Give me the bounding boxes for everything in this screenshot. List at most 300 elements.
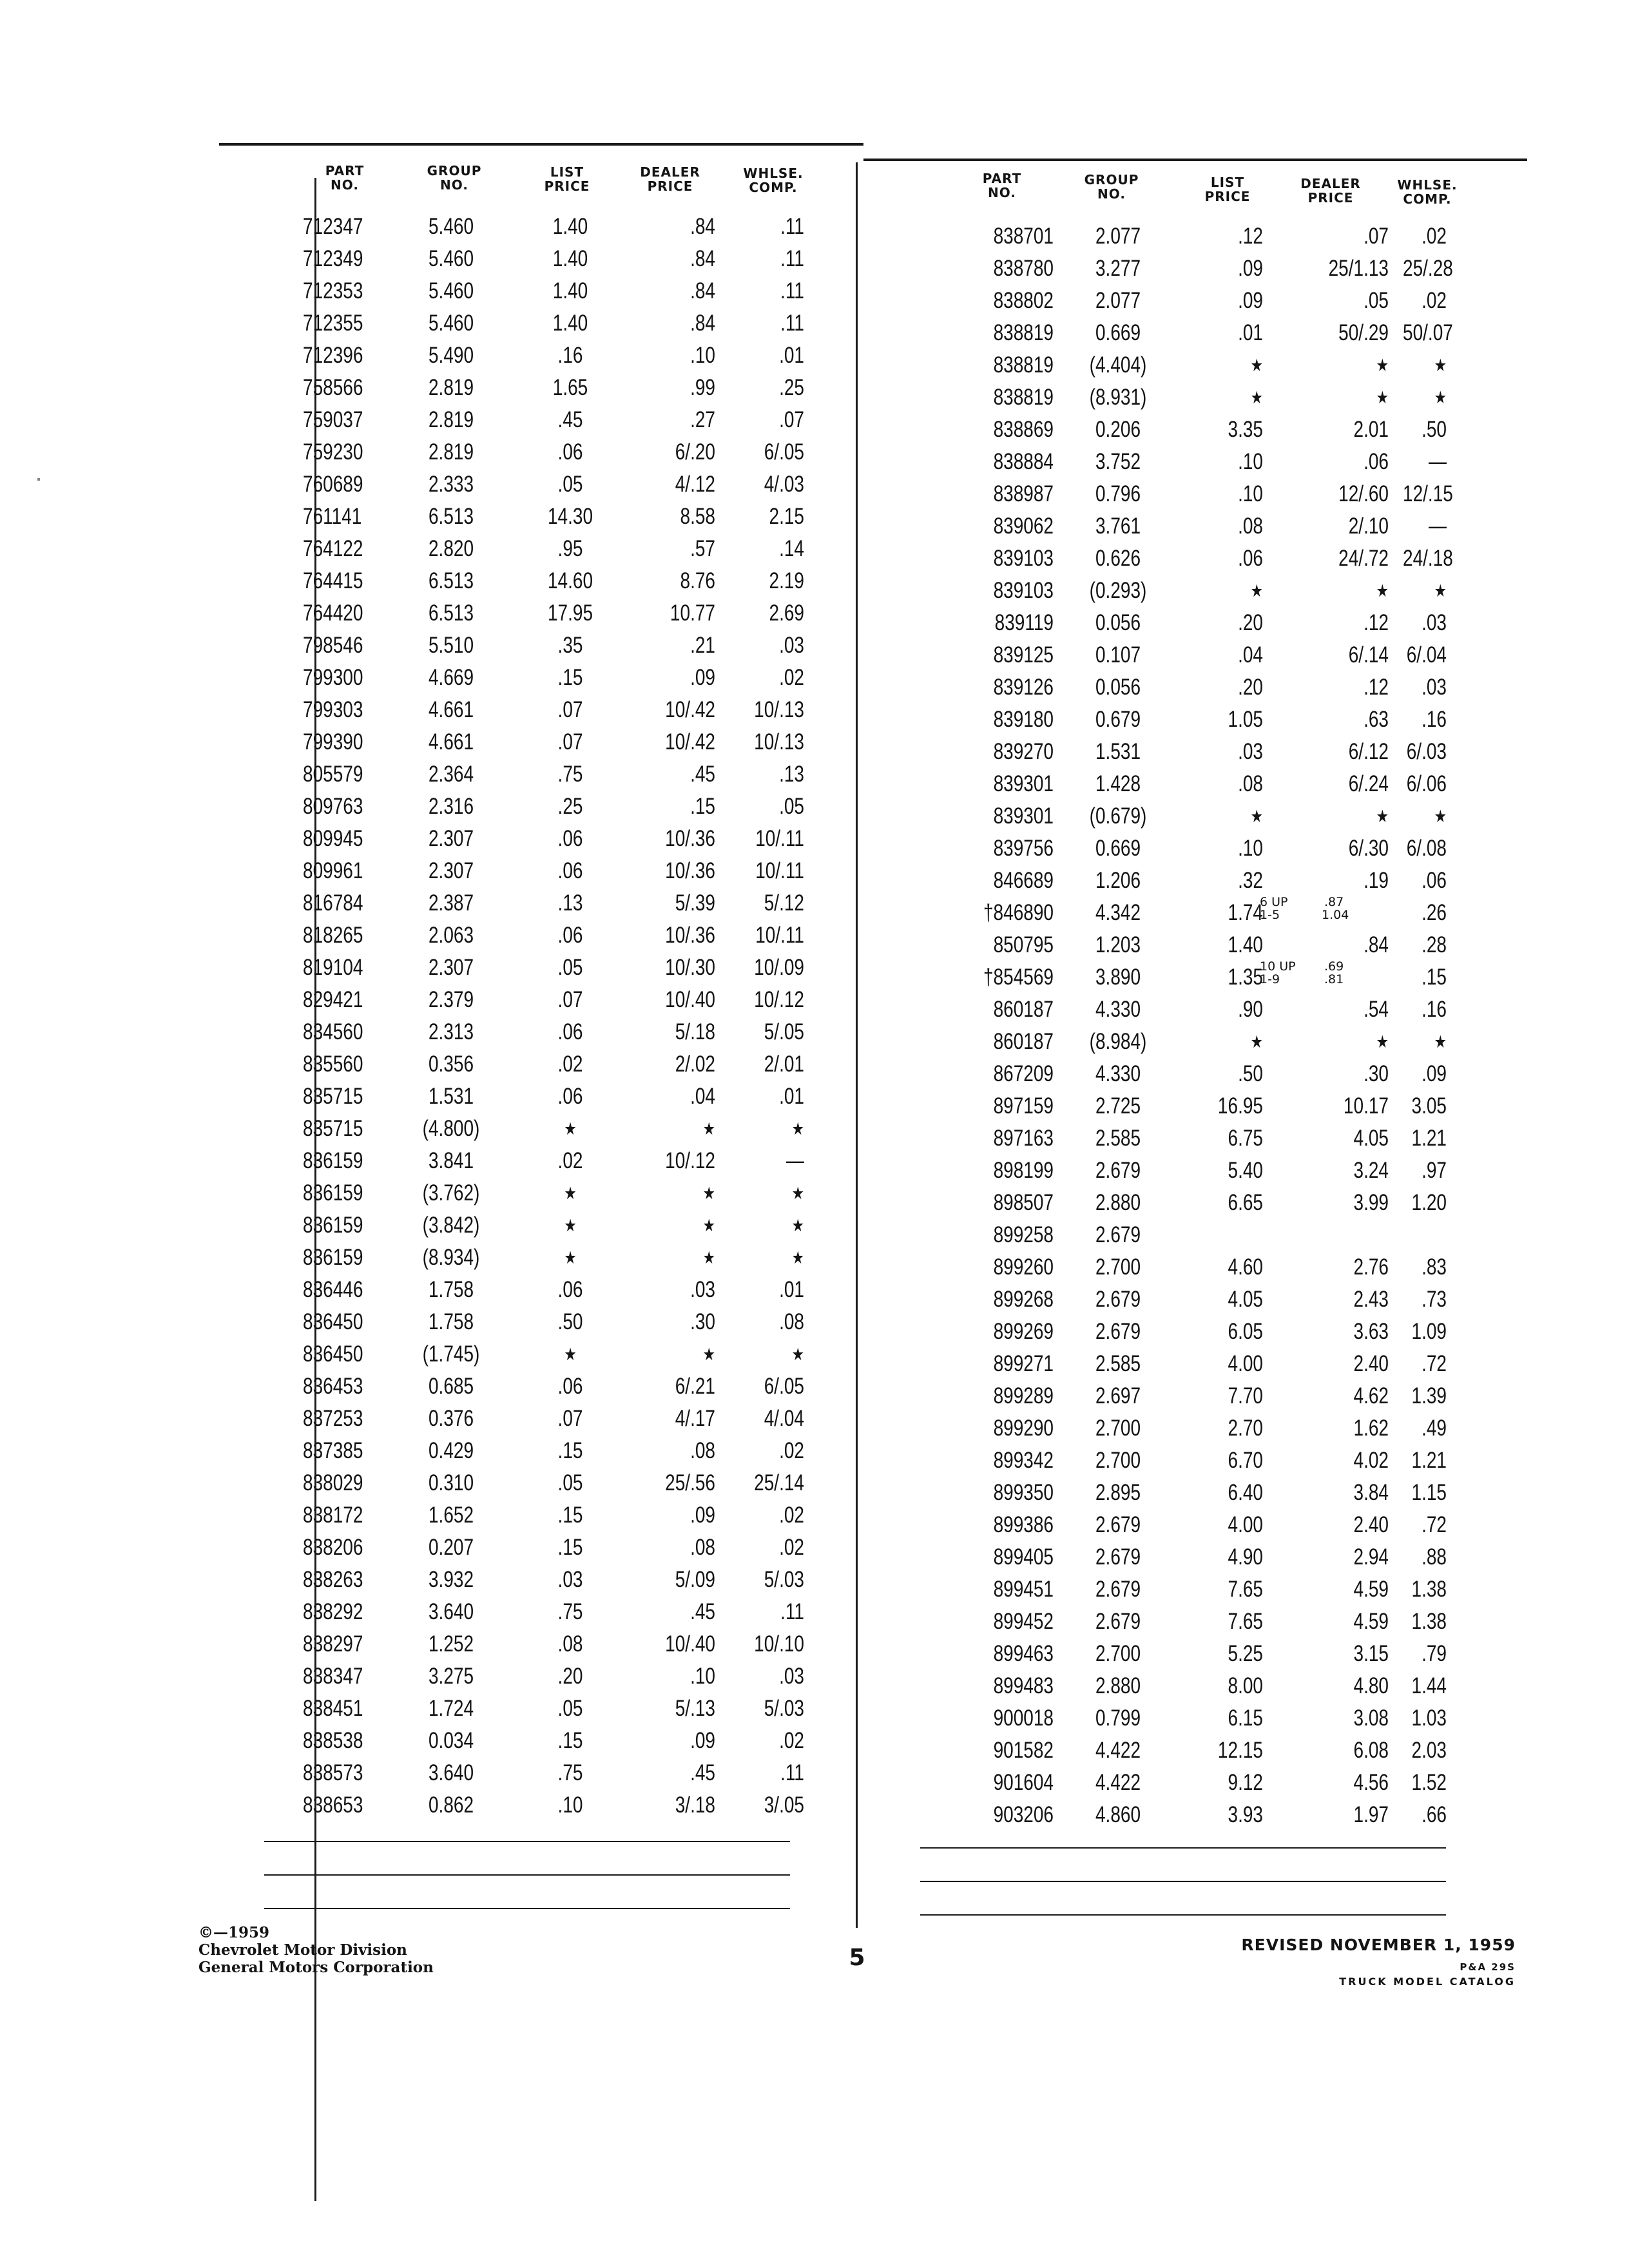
table-row — [0, 1799, 1629, 1831]
header-part-no: PART NO. — [325, 163, 365, 193]
cell-list-price: .06 — [557, 826, 583, 851]
cell-list-price: 1.40 — [552, 311, 588, 336]
header-whlse-comp: WHLSE. COMP. — [743, 166, 804, 195]
cell-part-no: 838701 — [993, 224, 1054, 249]
cell-dealer-price: 5/.39 — [675, 890, 715, 916]
cell-group-no: 2.679 — [1095, 1158, 1141, 1183]
cell-group-no: 0.796 — [1095, 481, 1141, 506]
cell-dealer-price: .06 — [1364, 449, 1389, 474]
table-row — [0, 381, 1629, 414]
cell-group-no: 5.460 — [428, 246, 474, 271]
cell-part-no: 839062 — [993, 514, 1054, 539]
cell-list-price: .01 — [1238, 320, 1263, 345]
bottom-rule — [920, 1881, 1446, 1882]
cell-group-no: (8.934) — [422, 1245, 480, 1270]
cell-part-no: 838869 — [993, 417, 1054, 442]
cell-part-no: 899463 — [993, 1641, 1054, 1666]
cell-group-no: 6.513 — [428, 568, 474, 593]
cell-list-price: 9.12 — [1228, 1770, 1263, 1795]
cell-part-no: 838780 — [993, 256, 1054, 281]
cell-dealer-price: .21 — [690, 633, 715, 658]
cell-whlse-comp: 1.38 — [1411, 1609, 1447, 1634]
cell-list-price: 6.75 — [1228, 1126, 1263, 1151]
cell-dealer-price: 2.01 — [1353, 417, 1389, 442]
cell-group-no: 4.330 — [1095, 997, 1141, 1022]
cell-part-no: 867209 — [993, 1061, 1054, 1086]
cell-dealer-price: .12 — [1364, 610, 1389, 635]
table-row — [0, 1090, 1629, 1122]
cell-group-no: 4.422 — [1095, 1770, 1141, 1795]
cell-part-no: 839301 — [993, 803, 1054, 829]
cell-group-no: 2.307 — [428, 858, 474, 883]
cell-list-price: 14.30 — [547, 504, 593, 529]
cell-part-no: 764122 — [303, 536, 363, 561]
cell-whlse-comp: 6/.05 — [764, 1374, 804, 1399]
cell-group-no: (3.842) — [422, 1213, 480, 1238]
table-row — [0, 961, 1629, 994]
cell-group-no: 4.330 — [1095, 1061, 1141, 1086]
cell-dealer-price: 6/.20 — [675, 439, 715, 465]
cell-group-no: 5.460 — [428, 278, 474, 303]
cell-whlse-comp: .03 — [1422, 610, 1447, 635]
table-row — [0, 1606, 1629, 1638]
cell-part-no: 903206 — [993, 1802, 1054, 1827]
cell-dealer-price: 6/.30 — [1348, 836, 1389, 861]
header-group-no: GROUP NO. — [427, 163, 482, 193]
cell-group-no: 1.758 — [428, 1309, 474, 1334]
cell-dealer-price: .19 — [1364, 868, 1389, 893]
cell-list-price: .07 — [557, 987, 583, 1012]
cell-list-price: .02 — [557, 1052, 583, 1077]
cell-list-price: .08 — [557, 1631, 583, 1657]
table-row — [0, 1702, 1629, 1735]
cell-dealer-price: ★ — [702, 1345, 715, 1364]
cell-dealer-price: .15 — [690, 794, 715, 819]
cell-part-no: 835560 — [303, 1052, 363, 1077]
cell-list-price: 6.70 — [1228, 1448, 1263, 1473]
bottom-rule — [264, 1874, 790, 1876]
cell-list-price: 4.00 — [1228, 1351, 1263, 1376]
cell-dealer-price: ★ — [702, 1216, 715, 1235]
cell-group-no: 2.819 — [428, 407, 474, 432]
cell-dealer-price: 8.76 — [680, 568, 715, 593]
cell-whlse-comp: .02 — [779, 665, 804, 690]
cell-group-no: 5.510 — [428, 633, 474, 658]
table-row — [0, 607, 1629, 639]
cell-group-no: 0.356 — [428, 1052, 474, 1077]
cell-part-no: 836159 — [303, 1245, 363, 1270]
cell-whlse-comp: .11 — [780, 311, 804, 336]
cell-dealer-price — [1288, 1219, 1389, 1251]
cell-dealer-price: .84 — [690, 311, 715, 336]
cell-whlse-comp: 24/.18 — [1403, 546, 1453, 571]
cell-group-no: (0.679) — [1089, 803, 1147, 829]
cell-whlse-comp: 10/.11 — [755, 923, 804, 948]
table-row — [0, 1412, 1629, 1445]
table-row — [0, 994, 1629, 1026]
cell-whlse-comp: .06 — [1422, 868, 1447, 893]
cell-group-no: 2.333 — [428, 472, 474, 497]
tier-price-a: .69 — [1324, 959, 1344, 974]
table-row — [0, 1638, 1629, 1670]
cell-group-no: 1.652 — [428, 1503, 474, 1528]
cell-dealer-price: 25/1.13 — [1328, 256, 1389, 281]
cell-part-no: 860187 — [993, 997, 1054, 1022]
cell-whlse-comp: .73 — [1422, 1287, 1447, 1312]
table-row — [0, 543, 1629, 575]
cell-part-no: 839103 — [993, 546, 1054, 571]
cell-dealer-price: ★ — [1376, 356, 1389, 375]
cell-part-no: 839119 — [994, 610, 1054, 635]
cell-group-no: 0.207 — [428, 1535, 474, 1560]
cell-whlse-comp: 25/.14 — [754, 1470, 804, 1495]
cell-group-no: 1.252 — [428, 1631, 474, 1657]
cell-whlse-comp: 5/.03 — [764, 1567, 804, 1592]
cell-part-no: 818265 — [303, 923, 363, 948]
table-row — [0, 1477, 1629, 1509]
cell-dealer-price: 10/.36 — [665, 858, 715, 883]
cell-group-no: 0.376 — [428, 1406, 474, 1431]
cell-list-price: .06 — [1238, 546, 1263, 571]
cell-list-price: .10 — [557, 1792, 583, 1818]
cell-dealer-price: 3.84 — [1353, 1480, 1389, 1505]
cell-part-no: 899350 — [993, 1480, 1054, 1505]
cell-part-no: 838884 — [993, 449, 1054, 474]
cell-whlse-comp: 2.03 — [1411, 1738, 1447, 1763]
cell-part-no: 897159 — [993, 1093, 1054, 1119]
cell-whlse-comp: .02 — [779, 1535, 804, 1560]
cell-whlse-comp: .50 — [1422, 417, 1447, 442]
cell-whlse-comp: 1.03 — [1411, 1706, 1447, 1731]
cell-part-no: 835715 — [303, 1084, 363, 1109]
table-row — [0, 1735, 1629, 1767]
cell-dealer-price: 6/.12 — [1348, 739, 1389, 764]
cell-whlse-comp: .11 — [780, 278, 804, 303]
cell-list-price: .45 — [557, 407, 583, 432]
cell-group-no: 2.387 — [428, 890, 474, 916]
cell-whlse-comp: ★ — [791, 1119, 804, 1139]
cell-group-no: 2.700 — [1095, 1416, 1141, 1441]
cell-whlse-comp: .02 — [779, 1728, 804, 1753]
cell-group-no: 0.862 — [428, 1792, 474, 1818]
table-row — [0, 1573, 1629, 1606]
copyright-block: ©—1959 Chevrolet Motor Division General Motors Corporation — [198, 1924, 434, 1976]
cell-dealer-price: 4.80 — [1353, 1673, 1389, 1698]
cell-whlse-comp: 10/.09 — [754, 955, 804, 980]
cell-part-no: 836446 — [303, 1277, 363, 1302]
cell-part-no: 819104 — [303, 955, 363, 980]
cell-whlse-comp: .01 — [779, 1277, 804, 1302]
cell-part-no: 835715 — [303, 1116, 363, 1141]
cell-part-no: 898199 — [993, 1158, 1054, 1183]
cell-dealer-price: 25/.56 — [665, 1470, 715, 1495]
cell-list-price: .06 — [557, 1084, 583, 1109]
cell-whlse-comp: 10/.11 — [755, 858, 804, 883]
cell-part-no: 838987 — [993, 481, 1054, 506]
cell-dealer-price: 4.62 — [1353, 1383, 1389, 1408]
cell-part-no: 850795 — [993, 932, 1054, 957]
cell-list-price: ★ — [1250, 356, 1263, 375]
tier-price-b: 1.04 — [1322, 908, 1349, 922]
cell-dealer-price: ★ — [702, 1119, 715, 1139]
cell-dealer-price: ★ — [702, 1184, 715, 1203]
cell-dealer-price: .05 — [1364, 288, 1389, 313]
cell-part-no: 759037 — [303, 407, 363, 432]
table-row — [0, 704, 1629, 736]
cell-whlse-comp: ★ — [791, 1248, 804, 1267]
table-row — [0, 1283, 1629, 1316]
cell-list-price: 3.35 — [1228, 417, 1263, 442]
table-row — [0, 736, 1629, 768]
cell-list-price: 1.40 — [552, 278, 588, 303]
cell-part-no: 899386 — [993, 1512, 1054, 1537]
cell-list-price: .15 — [557, 1535, 583, 1560]
cell-part-no: 860187 — [993, 1029, 1054, 1054]
cell-dealer-price: 12/.60 — [1338, 481, 1389, 506]
cell-part-no: †846890 — [983, 900, 1054, 925]
cell-group-no: 0.310 — [428, 1470, 474, 1495]
table-row — [0, 832, 1629, 865]
cell-dealer-price: .30 — [690, 1309, 715, 1334]
cell-list-price: .10 — [1238, 836, 1263, 861]
cell-whlse-comp: 25/.28 — [1403, 256, 1453, 281]
tiered-price-846890 — [1260, 894, 1363, 925]
cell-list-price: 2.70 — [1228, 1416, 1263, 1441]
cell-whlse-comp: 2.19 — [769, 568, 804, 593]
cell-dealer-price: .12 — [1364, 675, 1389, 700]
table-row — [0, 349, 1629, 381]
cell-part-no: 712353 — [303, 278, 363, 303]
cell-part-no: 898507 — [993, 1190, 1054, 1215]
table-row — [0, 1445, 1629, 1477]
cell-whlse-comp: 2/.01 — [764, 1052, 804, 1077]
cell-part-no: 899269 — [993, 1319, 1054, 1344]
cell-list-price: .15 — [557, 665, 583, 690]
cell-dealer-price: 4/.12 — [675, 472, 715, 497]
cell-part-no: 899483 — [993, 1673, 1054, 1698]
cell-whlse-comp: .15 — [1422, 965, 1447, 990]
cell-part-no: 712349 — [303, 246, 363, 271]
cell-group-no: 0.679 — [1095, 707, 1141, 732]
cell-dealer-price: 4.59 — [1353, 1577, 1389, 1602]
cell-part-no: 838653 — [303, 1792, 363, 1818]
cell-list-price — [1191, 1219, 1263, 1251]
cell-group-no: 0.669 — [1095, 320, 1141, 345]
cell-whlse-comp: .79 — [1422, 1641, 1447, 1666]
cell-whlse-comp: 10/.10 — [754, 1631, 804, 1657]
bottom-rule — [264, 1841, 790, 1842]
cell-whlse-comp: — — [786, 1148, 804, 1173]
cell-dealer-price: .84 — [1364, 932, 1389, 957]
cell-list-price: 4.90 — [1228, 1544, 1263, 1570]
cell-group-no: (1.745) — [422, 1341, 480, 1367]
cell-group-no: 1.531 — [1095, 739, 1141, 764]
cell-part-no: 838819 — [993, 320, 1054, 345]
cell-whlse-comp: 3/.05 — [764, 1792, 804, 1818]
cell-part-no: 899268 — [993, 1287, 1054, 1312]
cell-list-price: .32 — [1238, 868, 1263, 893]
cell-group-no: 2.700 — [1095, 1448, 1141, 1473]
cell-dealer-price: .04 — [690, 1084, 715, 1109]
cell-group-no: 2.077 — [1095, 224, 1141, 249]
cell-list-price: 1.74 — [1228, 900, 1263, 925]
cell-part-no: †854569 — [983, 965, 1054, 990]
cell-group-no: 2.679 — [1095, 1512, 1141, 1537]
cell-group-no: 2.313 — [428, 1019, 474, 1044]
cell-group-no: 4.669 — [428, 665, 474, 690]
cell-whlse-comp: .83 — [1422, 1254, 1447, 1280]
cell-list-price: .50 — [1238, 1061, 1263, 1086]
cell-group-no: 0.685 — [428, 1374, 474, 1399]
table-row — [0, 1251, 1629, 1283]
cell-dealer-price: .30 — [1364, 1061, 1389, 1086]
cell-whlse-comp: .97 — [1422, 1158, 1447, 1183]
cell-group-no: 2.679 — [1095, 1222, 1141, 1247]
cell-whlse-comp: .03 — [779, 633, 804, 658]
cell-part-no: 838172 — [303, 1503, 363, 1528]
cell-list-price: .10 — [1238, 449, 1263, 474]
cell-list-price: ★ — [564, 1184, 577, 1203]
table-row — [0, 317, 1629, 349]
cell-whlse-comp: .11 — [780, 246, 804, 271]
cell-dealer-price: 4.05 — [1353, 1126, 1389, 1151]
cell-group-no: 3.841 — [428, 1148, 474, 1173]
cell-group-no: 1.531 — [428, 1084, 474, 1109]
cell-dealer-price: .45 — [690, 1599, 715, 1624]
cell-list-price: 6.40 — [1228, 1480, 1263, 1505]
cell-part-no: 838451 — [303, 1696, 363, 1721]
cell-dealer-price: 2/.02 — [675, 1052, 715, 1077]
cell-list-price: .05 — [557, 472, 583, 497]
cell-group-no: 2.307 — [428, 955, 474, 980]
cell-dealer-price: 4.56 — [1353, 1770, 1389, 1795]
cell-whlse-comp: ★ — [1434, 388, 1447, 407]
cell-whlse-comp: 1.20 — [1411, 1190, 1447, 1215]
cell-dealer-price: 3.99 — [1353, 1190, 1389, 1215]
cell-dealer-price: 4/.17 — [675, 1406, 715, 1431]
cell-list-price: .06 — [557, 439, 583, 465]
cell-part-no: 839301 — [993, 771, 1054, 796]
cell-dealer-price: 10/.42 — [665, 729, 715, 754]
cell-group-no: 2.725 — [1095, 1093, 1141, 1119]
cell-dealer-price: .03 — [690, 1277, 715, 1302]
cell-list-price: .06 — [557, 1374, 583, 1399]
cell-dealer-price: 50/.29 — [1338, 320, 1389, 345]
cell-group-no: 2.307 — [428, 826, 474, 851]
cell-dealer-price: 3.63 — [1353, 1319, 1389, 1344]
cell-group-no: 4.342 — [1095, 900, 1141, 925]
cell-dealer-price: 10.77 — [670, 601, 715, 626]
cell-dealer-price: 10/.36 — [665, 826, 715, 851]
cell-list-price: 6.65 — [1228, 1190, 1263, 1215]
cell-part-no: 798546 — [303, 633, 363, 658]
cell-part-no: 799390 — [303, 729, 363, 754]
header-whlse-comp: WHLSE. COMP. — [1397, 177, 1458, 207]
table-row — [0, 575, 1629, 607]
cell-group-no: 2.820 — [428, 536, 474, 561]
cell-part-no: 901582 — [993, 1738, 1054, 1763]
cell-whlse-comp: .07 — [779, 407, 804, 432]
cell-whlse-comp: — — [1429, 449, 1447, 474]
header-list-price: LIST PRICE — [544, 164, 590, 194]
cell-part-no: 759230 — [303, 439, 363, 465]
table-row — [0, 414, 1629, 446]
cell-part-no: 761141 — [303, 504, 362, 529]
cell-list-price: .06 — [557, 1019, 583, 1044]
cell-list-price: ★ — [564, 1345, 577, 1364]
cell-part-no: 838029 — [303, 1470, 363, 1495]
cell-part-no: 837253 — [303, 1406, 363, 1431]
cell-group-no: 2.700 — [1095, 1641, 1141, 1666]
cell-list-price: .16 — [557, 343, 583, 368]
cell-group-no: 5.460 — [428, 214, 474, 239]
scan-mark — [37, 478, 40, 481]
cell-whlse-comp: .14 — [779, 536, 804, 561]
cell-list-price: .04 — [1238, 642, 1263, 668]
cell-group-no: 0.034 — [428, 1728, 474, 1753]
cell-list-price: .08 — [1238, 771, 1263, 796]
bottom-rule — [264, 1908, 790, 1909]
cell-whlse-comp — [1403, 1219, 1447, 1251]
cell-whlse-comp: ★ — [791, 1184, 804, 1203]
cell-list-price: 6.05 — [1228, 1319, 1263, 1344]
cell-dealer-price: 2/.10 — [1348, 514, 1389, 539]
header-part-no: PART NO. — [982, 171, 1022, 200]
cell-dealer-price: .09 — [690, 1728, 715, 1753]
cell-whlse-comp: 10/.11 — [755, 826, 804, 851]
cell-whlse-comp: ★ — [1434, 581, 1447, 601]
table-row — [0, 1219, 1629, 1251]
cell-dealer-price: 2.43 — [1353, 1287, 1389, 1312]
cell-part-no: 838292 — [303, 1599, 363, 1624]
cell-dealer-price: 6.08 — [1353, 1738, 1389, 1763]
cell-dealer-price: 2.76 — [1353, 1254, 1389, 1280]
cell-part-no: 805579 — [303, 762, 363, 787]
cell-whlse-comp: 4/.04 — [764, 1406, 804, 1431]
cell-dealer-price: .07 — [1364, 224, 1389, 249]
table-row — [0, 800, 1629, 832]
cell-dealer-price: .54 — [1364, 997, 1389, 1022]
cell-group-no: 2.679 — [1095, 1609, 1141, 1634]
cell-dealer-price: .99 — [690, 375, 715, 400]
cell-whlse-comp: 1.39 — [1411, 1383, 1447, 1408]
table-row — [0, 1380, 1629, 1412]
cell-list-price: .20 — [557, 1664, 583, 1689]
cell-whlse-comp: .16 — [1422, 707, 1447, 732]
cell-whlse-comp: 50/.07 — [1403, 320, 1453, 345]
cell-group-no: 2.819 — [428, 375, 474, 400]
cell-dealer-price: 10/.40 — [665, 1631, 715, 1657]
table-row — [0, 478, 1629, 510]
table-row — [0, 285, 1629, 317]
cell-whlse-comp: 3.05 — [1411, 1093, 1447, 1119]
cell-dealer-price: .09 — [690, 665, 715, 690]
cell-part-no: 809763 — [303, 794, 363, 819]
cell-dealer-price: 3.15 — [1353, 1641, 1389, 1666]
cell-list-price: .75 — [557, 762, 583, 787]
cell-list-price: .15 — [557, 1438, 583, 1463]
cell-whlse-comp: .11 — [780, 1599, 804, 1624]
cell-whlse-comp: .28 — [1422, 932, 1447, 957]
cell-group-no: 3.761 — [1095, 514, 1141, 539]
cell-dealer-price: ★ — [1376, 581, 1389, 601]
cell-whlse-comp: 1.44 — [1411, 1673, 1447, 1698]
cell-group-no: 3.275 — [428, 1664, 474, 1689]
cell-part-no: 838297 — [303, 1631, 363, 1657]
cell-whlse-comp: .66 — [1422, 1802, 1447, 1827]
cell-group-no: 2.316 — [428, 794, 474, 819]
tiered-price-854569 — [1260, 959, 1363, 990]
